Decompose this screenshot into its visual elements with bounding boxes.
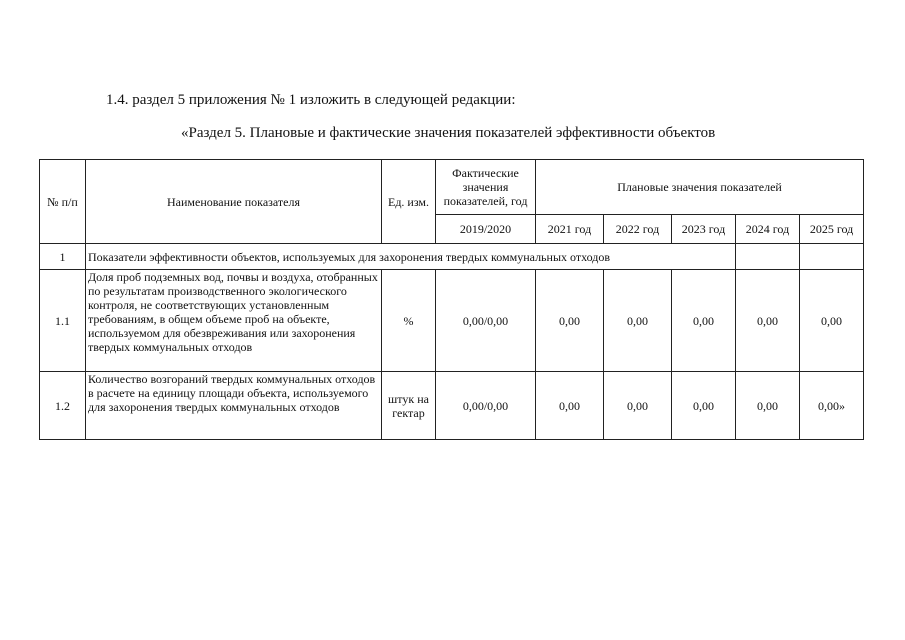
row-value: 0,00/0,00 (436, 270, 536, 372)
header-year: 2023 год (672, 215, 736, 244)
row-num: 1.2 (40, 372, 86, 440)
row-num: 1.1 (40, 270, 86, 372)
header-actual: Фактические значения показателей, год (436, 160, 536, 215)
header-year: 2024 год (736, 215, 800, 244)
row-value: 0,00 (604, 372, 672, 440)
row-value: 0,00 (536, 372, 604, 440)
header-name: Наименование показателя (86, 160, 382, 244)
empty-cell (736, 244, 800, 270)
row-indicator-name: Доля проб подземных вод, почвы и воздуха, отобранных по результатам производственного экологического контроля, не соответствующих установленным требованиям, в общем объеме проб на объекте, используемом для обезвреживания или захоронения твердых коммунальных отходов (86, 270, 382, 372)
header-planned: Плановые значения показателей (536, 160, 864, 215)
row-value: 0,00 (736, 372, 800, 440)
row-value: 0,00 (672, 270, 736, 372)
header-num: № п/п (40, 160, 86, 244)
row-unit: % (382, 270, 436, 372)
row-value: 0,00 (672, 372, 736, 440)
row-value: 0,00 (604, 270, 672, 372)
section-title: Показатели эффективности объектов, используемых для захоронения твердых коммунальных отходов (86, 244, 736, 270)
amendment-intro-text: 1.4. раздел 5 приложения № 1 изложить в следующей редакции: (106, 92, 516, 108)
row-unit: штук на гектар (382, 372, 436, 440)
section-num: 1 (40, 244, 86, 270)
table-row (40, 270, 864, 372)
header-row-1 (40, 160, 864, 215)
row-indicator-name: Количество возгораний твердых коммунальных отходов в расчете на единицу площади объекта, используемого для захоронения твердых коммунальных отходов (86, 372, 382, 440)
row-value: 0,00/0,00 (436, 372, 536, 440)
header-unit: Ед. изм. (382, 160, 436, 244)
section-row (40, 244, 864, 270)
section-heading: «Раздел 5. Плановые и фактические значения показателей эффективности объектов (181, 125, 716, 141)
row-value: 0,00 (536, 270, 604, 372)
row-value: 0,00 (800, 270, 864, 372)
row-value: 0,00 (736, 270, 800, 372)
header-year: 2025 год (800, 215, 864, 244)
indicators-table (39, 159, 864, 440)
header-year: 2021 год (536, 215, 604, 244)
table-row (40, 372, 864, 440)
row-value: 0,00» (800, 372, 864, 440)
header-year: 2022 год (604, 215, 672, 244)
empty-cell (800, 244, 864, 270)
header-year: 2019/2020 (436, 215, 536, 244)
